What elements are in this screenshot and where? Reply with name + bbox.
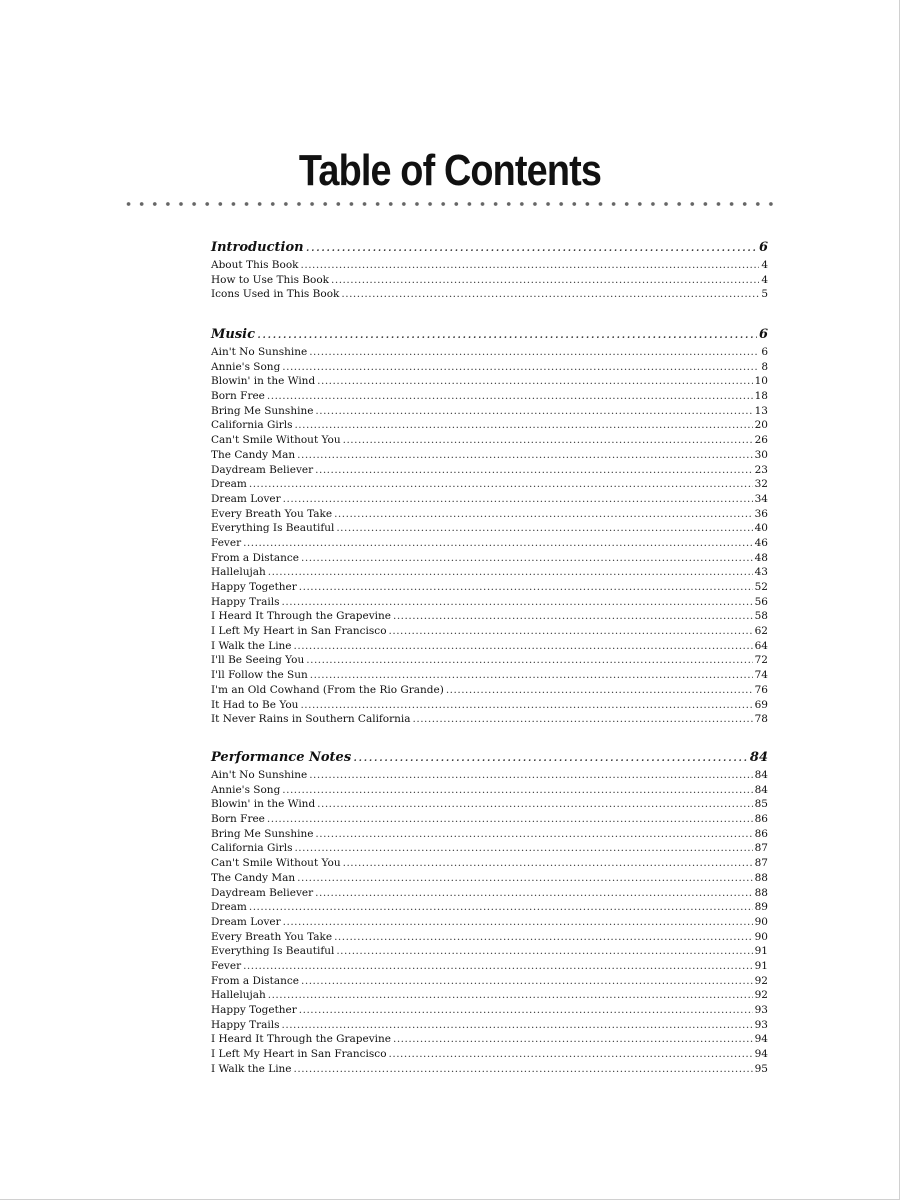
dot-leader xyxy=(317,797,752,812)
section-page-number: 84 xyxy=(749,750,768,765)
entry-page-number: 64 xyxy=(754,639,768,652)
toc-entry[interactable] xyxy=(211,448,768,463)
entry-page-number: 26 xyxy=(754,434,768,447)
toc-entry[interactable] xyxy=(211,783,768,798)
entry-title: Everything Is Beautiful xyxy=(211,945,335,958)
entry-page-number: 92 xyxy=(754,974,768,987)
dot-leader xyxy=(334,930,753,945)
toc-entry[interactable] xyxy=(211,900,768,915)
entry-title: Dream xyxy=(211,478,247,491)
entry-page-number: 90 xyxy=(754,930,768,943)
entry-title: From a Distance xyxy=(211,551,300,564)
entry-title: Every Breath You Take xyxy=(211,507,333,520)
entry-title: Dream xyxy=(211,901,247,914)
toc-entry[interactable] xyxy=(211,404,768,419)
toc-entry[interactable] xyxy=(211,1003,768,1018)
toc-entry[interactable] xyxy=(211,463,768,478)
toc-section-music xyxy=(211,327,768,727)
entry-page-number: 4 xyxy=(761,259,768,271)
dot-leader xyxy=(389,624,753,639)
toc-entry[interactable] xyxy=(211,988,768,1003)
entry-title: California Girls xyxy=(211,419,293,432)
entry-title: Fever xyxy=(211,536,242,549)
entry-title: Happy Trails xyxy=(211,595,280,608)
toc-entry[interactable] xyxy=(211,507,768,522)
toc-entry[interactable] xyxy=(211,580,768,595)
entry-title: Bring Me Sunshine xyxy=(211,404,314,417)
entry-page-number: 88 xyxy=(754,886,768,899)
dot-leader xyxy=(301,974,753,989)
entry-title: Bring Me Sunshine xyxy=(211,827,314,840)
entry-title: Ain't No Sunshine xyxy=(211,769,308,781)
dot-leader xyxy=(299,580,753,595)
entry-title: The Candy Man xyxy=(211,448,296,461)
dot-leader xyxy=(294,418,752,433)
dot-leader xyxy=(297,448,752,463)
entry-page-number: 20 xyxy=(754,419,768,432)
toc-entry[interactable] xyxy=(211,974,768,989)
entry-page-number: 10 xyxy=(754,375,768,388)
dot-leader xyxy=(315,404,752,419)
toc-entry[interactable] xyxy=(211,871,768,886)
entry-title: I'm an Old Cowhand (From the Rio Grande) xyxy=(211,683,444,696)
entry-page-number: 5 xyxy=(761,288,768,301)
entry-title: Blowin' in the Wind xyxy=(211,798,316,811)
toc-entry[interactable] xyxy=(211,856,768,871)
dot-leader xyxy=(334,507,753,522)
entry-page-number: 30 xyxy=(754,448,768,461)
toc-entry[interactable] xyxy=(211,418,768,433)
dot-leader xyxy=(267,389,753,404)
entry-page-number: 32 xyxy=(754,478,768,491)
entry-title: Dream Lover xyxy=(211,915,281,928)
entry-page-number: 8 xyxy=(761,360,768,373)
entry-page-number: 43 xyxy=(754,566,768,579)
dot-leader xyxy=(341,287,759,302)
dot-leader xyxy=(282,783,752,798)
section-page-number: 6 xyxy=(758,240,768,255)
entry-title: I Heard It Through the Grapevine xyxy=(211,610,391,623)
entry-title: I Left My Heart in San Francisco xyxy=(211,1048,387,1061)
entry-title: Happy Together xyxy=(211,581,297,593)
toc-entry[interactable] xyxy=(211,374,768,389)
dot-leader xyxy=(306,240,757,255)
toc-entry[interactable] xyxy=(211,1047,768,1062)
entry-title: Happy Trails xyxy=(211,1018,280,1031)
dot-leader xyxy=(315,463,752,478)
dot-leader xyxy=(315,827,752,842)
dot-leader xyxy=(243,959,753,974)
dot-leader xyxy=(294,639,753,654)
dot-leader xyxy=(282,1018,753,1033)
dot-leader xyxy=(282,360,759,375)
entry-page-number: 86 xyxy=(754,813,768,826)
toc-entry[interactable] xyxy=(211,698,768,713)
entry-title: It Had to Be You xyxy=(211,698,299,711)
toc-entry[interactable] xyxy=(211,551,768,566)
section-title: Music xyxy=(211,327,256,342)
toc-entry[interactable] xyxy=(211,915,768,930)
entry-page-number: 74 xyxy=(754,669,768,682)
entry-title: Hallelujah xyxy=(211,566,266,579)
dot-leader xyxy=(300,698,752,713)
entry-page-number: 62 xyxy=(754,625,768,638)
dot-leader xyxy=(297,871,752,886)
entry-page-number: 94 xyxy=(754,1048,768,1061)
entry-page-number: 40 xyxy=(754,522,768,535)
dot-leader xyxy=(336,944,752,959)
entry-title: Fever xyxy=(211,959,242,972)
toc-entry[interactable] xyxy=(211,712,768,727)
toc-section-heading[interactable] xyxy=(211,750,768,768)
entry-title: About This Book xyxy=(211,259,299,271)
dot-leader xyxy=(309,345,759,360)
entry-title: Ain't No Sunshine xyxy=(211,346,308,358)
entry-title: I'll Be Seeing You xyxy=(211,654,305,667)
dot-leader xyxy=(393,609,753,624)
entry-title: Daydream Believer xyxy=(211,886,314,899)
dot-leader xyxy=(309,768,752,783)
entry-title: I Walk the Line xyxy=(211,1062,292,1075)
entry-title: I Heard It Through the Grapevine xyxy=(211,1033,391,1046)
entry-page-number: 87 xyxy=(754,842,768,855)
toc-entry[interactable] xyxy=(211,797,768,812)
dot-leader xyxy=(343,856,753,871)
entry-page-number: 84 xyxy=(754,783,768,796)
entry-title: Blowin' in the Wind xyxy=(211,375,316,388)
dot-leader xyxy=(343,433,753,448)
dot-leader xyxy=(301,551,753,566)
entry-page-number: 23 xyxy=(754,463,768,476)
dot-leader xyxy=(299,1003,753,1018)
entry-page-number: 85 xyxy=(754,798,768,811)
entry-title: I'll Follow the Sun xyxy=(211,669,308,682)
toc-entry[interactable] xyxy=(211,273,768,288)
entry-title: Can't Smile Without You xyxy=(211,857,341,870)
dot-leader xyxy=(268,988,753,1003)
toc-entry[interactable] xyxy=(211,653,768,668)
toc-section-introduction xyxy=(211,240,768,302)
entry-page-number: 93 xyxy=(754,1018,768,1031)
entry-title: I Left My Heart in San Francisco xyxy=(211,625,387,638)
toc-entry[interactable] xyxy=(211,477,768,492)
dot-leader xyxy=(243,536,753,551)
entry-page-number: 91 xyxy=(754,959,768,972)
entry-title: Every Breath You Take xyxy=(211,930,333,943)
entry-title: Happy Together xyxy=(211,1004,297,1016)
toc-section-heading[interactable] xyxy=(211,240,768,258)
section-title: Introduction xyxy=(211,240,304,255)
toc-entry[interactable] xyxy=(211,609,768,624)
toc-entry[interactable] xyxy=(211,536,768,551)
toc-entry[interactable] xyxy=(211,668,768,683)
toc-entry[interactable] xyxy=(211,1032,768,1047)
toc-entry[interactable] xyxy=(211,258,768,273)
entry-page-number: 87 xyxy=(754,857,768,870)
dot-leader xyxy=(353,750,748,765)
entry-page-number: 93 xyxy=(754,1004,768,1016)
entry-title: Annie's Song xyxy=(211,783,281,796)
entry-title: How to Use This Book xyxy=(211,273,330,286)
entry-title: Born Free xyxy=(211,813,265,826)
entry-title: Icons Used in This Book xyxy=(211,288,340,301)
entry-page-number: 36 xyxy=(754,507,768,520)
entry-page-number: 6 xyxy=(761,346,768,358)
dot-leader xyxy=(331,273,759,288)
dot-leader xyxy=(294,1062,753,1077)
toc-entry[interactable] xyxy=(211,492,768,507)
toc-section-performance-notes xyxy=(211,750,768,1076)
toc-entry[interactable] xyxy=(211,944,768,959)
dot-leader xyxy=(413,712,753,727)
toc-entry[interactable] xyxy=(211,287,768,302)
entry-page-number: 72 xyxy=(754,654,768,667)
entry-page-number: 90 xyxy=(754,915,768,928)
entry-title: Can't Smile Without You xyxy=(211,434,341,447)
toc-entry[interactable] xyxy=(211,841,768,856)
entry-title: Dream Lover xyxy=(211,492,281,505)
dot-leader xyxy=(336,521,752,536)
entry-title: Hallelujah xyxy=(211,989,266,1002)
entry-page-number: 52 xyxy=(754,581,768,593)
toc-entry[interactable] xyxy=(211,521,768,536)
toc-entry[interactable] xyxy=(211,565,768,580)
dot-leader xyxy=(267,812,753,827)
toc-section-heading[interactable] xyxy=(211,327,768,345)
dot-leader xyxy=(249,477,753,492)
page-title: Table of Contents xyxy=(298,146,602,195)
entry-page-number: 92 xyxy=(754,989,768,1002)
dot-leader xyxy=(282,595,753,610)
entry-page-number: 91 xyxy=(754,945,768,958)
toc-entry[interactable] xyxy=(211,1018,768,1033)
entry-page-number: 48 xyxy=(754,551,768,564)
dot-leader xyxy=(268,565,753,580)
toc-entry[interactable] xyxy=(211,886,768,901)
entry-page-number: 4 xyxy=(761,273,768,286)
entry-title: It Never Rains in Southern California xyxy=(211,713,411,726)
toc-entry[interactable] xyxy=(211,1062,768,1077)
entry-title: Annie's Song xyxy=(211,360,281,373)
entry-title: California Girls xyxy=(211,842,293,855)
toc-entry[interactable] xyxy=(211,433,768,448)
entry-page-number: 94 xyxy=(754,1033,768,1046)
entry-page-number: 46 xyxy=(754,536,768,549)
toc-entry[interactable] xyxy=(211,345,768,360)
entry-title: Daydream Believer xyxy=(211,463,314,476)
entry-page-number: 89 xyxy=(754,901,768,914)
dot-leader xyxy=(317,374,752,389)
toc-entry[interactable] xyxy=(211,595,768,610)
entry-page-number: 56 xyxy=(754,595,768,608)
dot-leader xyxy=(389,1047,753,1062)
entry-title: I Walk the Line xyxy=(211,639,292,652)
toc-entry[interactable] xyxy=(211,959,768,974)
dot-leader xyxy=(306,653,752,668)
dot-leader xyxy=(315,886,752,901)
toc-entry[interactable] xyxy=(211,768,768,783)
entry-page-number: 34 xyxy=(754,492,768,505)
entry-page-number: 13 xyxy=(754,404,768,417)
entry-page-number: 88 xyxy=(754,871,768,884)
entry-page-number: 18 xyxy=(754,390,768,403)
section-page-number: 6 xyxy=(758,327,768,342)
section-title: Performance Notes xyxy=(211,750,352,765)
entry-title: From a Distance xyxy=(211,974,300,987)
entry-page-number: 76 xyxy=(754,683,768,696)
toc-entry[interactable] xyxy=(211,389,768,404)
dot-leader xyxy=(294,841,752,856)
toc-entry[interactable] xyxy=(211,827,768,842)
dot-leader xyxy=(283,492,753,507)
toc-entry[interactable] xyxy=(211,683,768,698)
entry-page-number: 58 xyxy=(754,610,768,623)
toc-entry[interactable] xyxy=(211,360,768,375)
toc-entry[interactable] xyxy=(211,812,768,827)
entry-page-number: 84 xyxy=(754,769,768,781)
entry-page-number: 86 xyxy=(754,827,768,840)
entry-page-number: 78 xyxy=(754,713,768,726)
entry-page-number: 69 xyxy=(754,698,768,711)
entry-title: Everything Is Beautiful xyxy=(211,522,335,535)
toc-entry[interactable] xyxy=(211,624,768,639)
entry-page-number: 95 xyxy=(754,1062,768,1075)
dot-leader xyxy=(249,900,753,915)
dot-leader xyxy=(393,1032,753,1047)
toc-entry[interactable] xyxy=(211,639,768,654)
dot-leader xyxy=(283,915,753,930)
entry-title: Born Free xyxy=(211,390,265,403)
dot-leader xyxy=(301,258,760,273)
dot-leader xyxy=(310,668,753,683)
toc-entry[interactable] xyxy=(211,930,768,945)
dot-leader xyxy=(257,327,757,342)
dotted-divider xyxy=(122,200,778,208)
dot-leader xyxy=(446,683,753,698)
entry-title: The Candy Man xyxy=(211,871,296,884)
